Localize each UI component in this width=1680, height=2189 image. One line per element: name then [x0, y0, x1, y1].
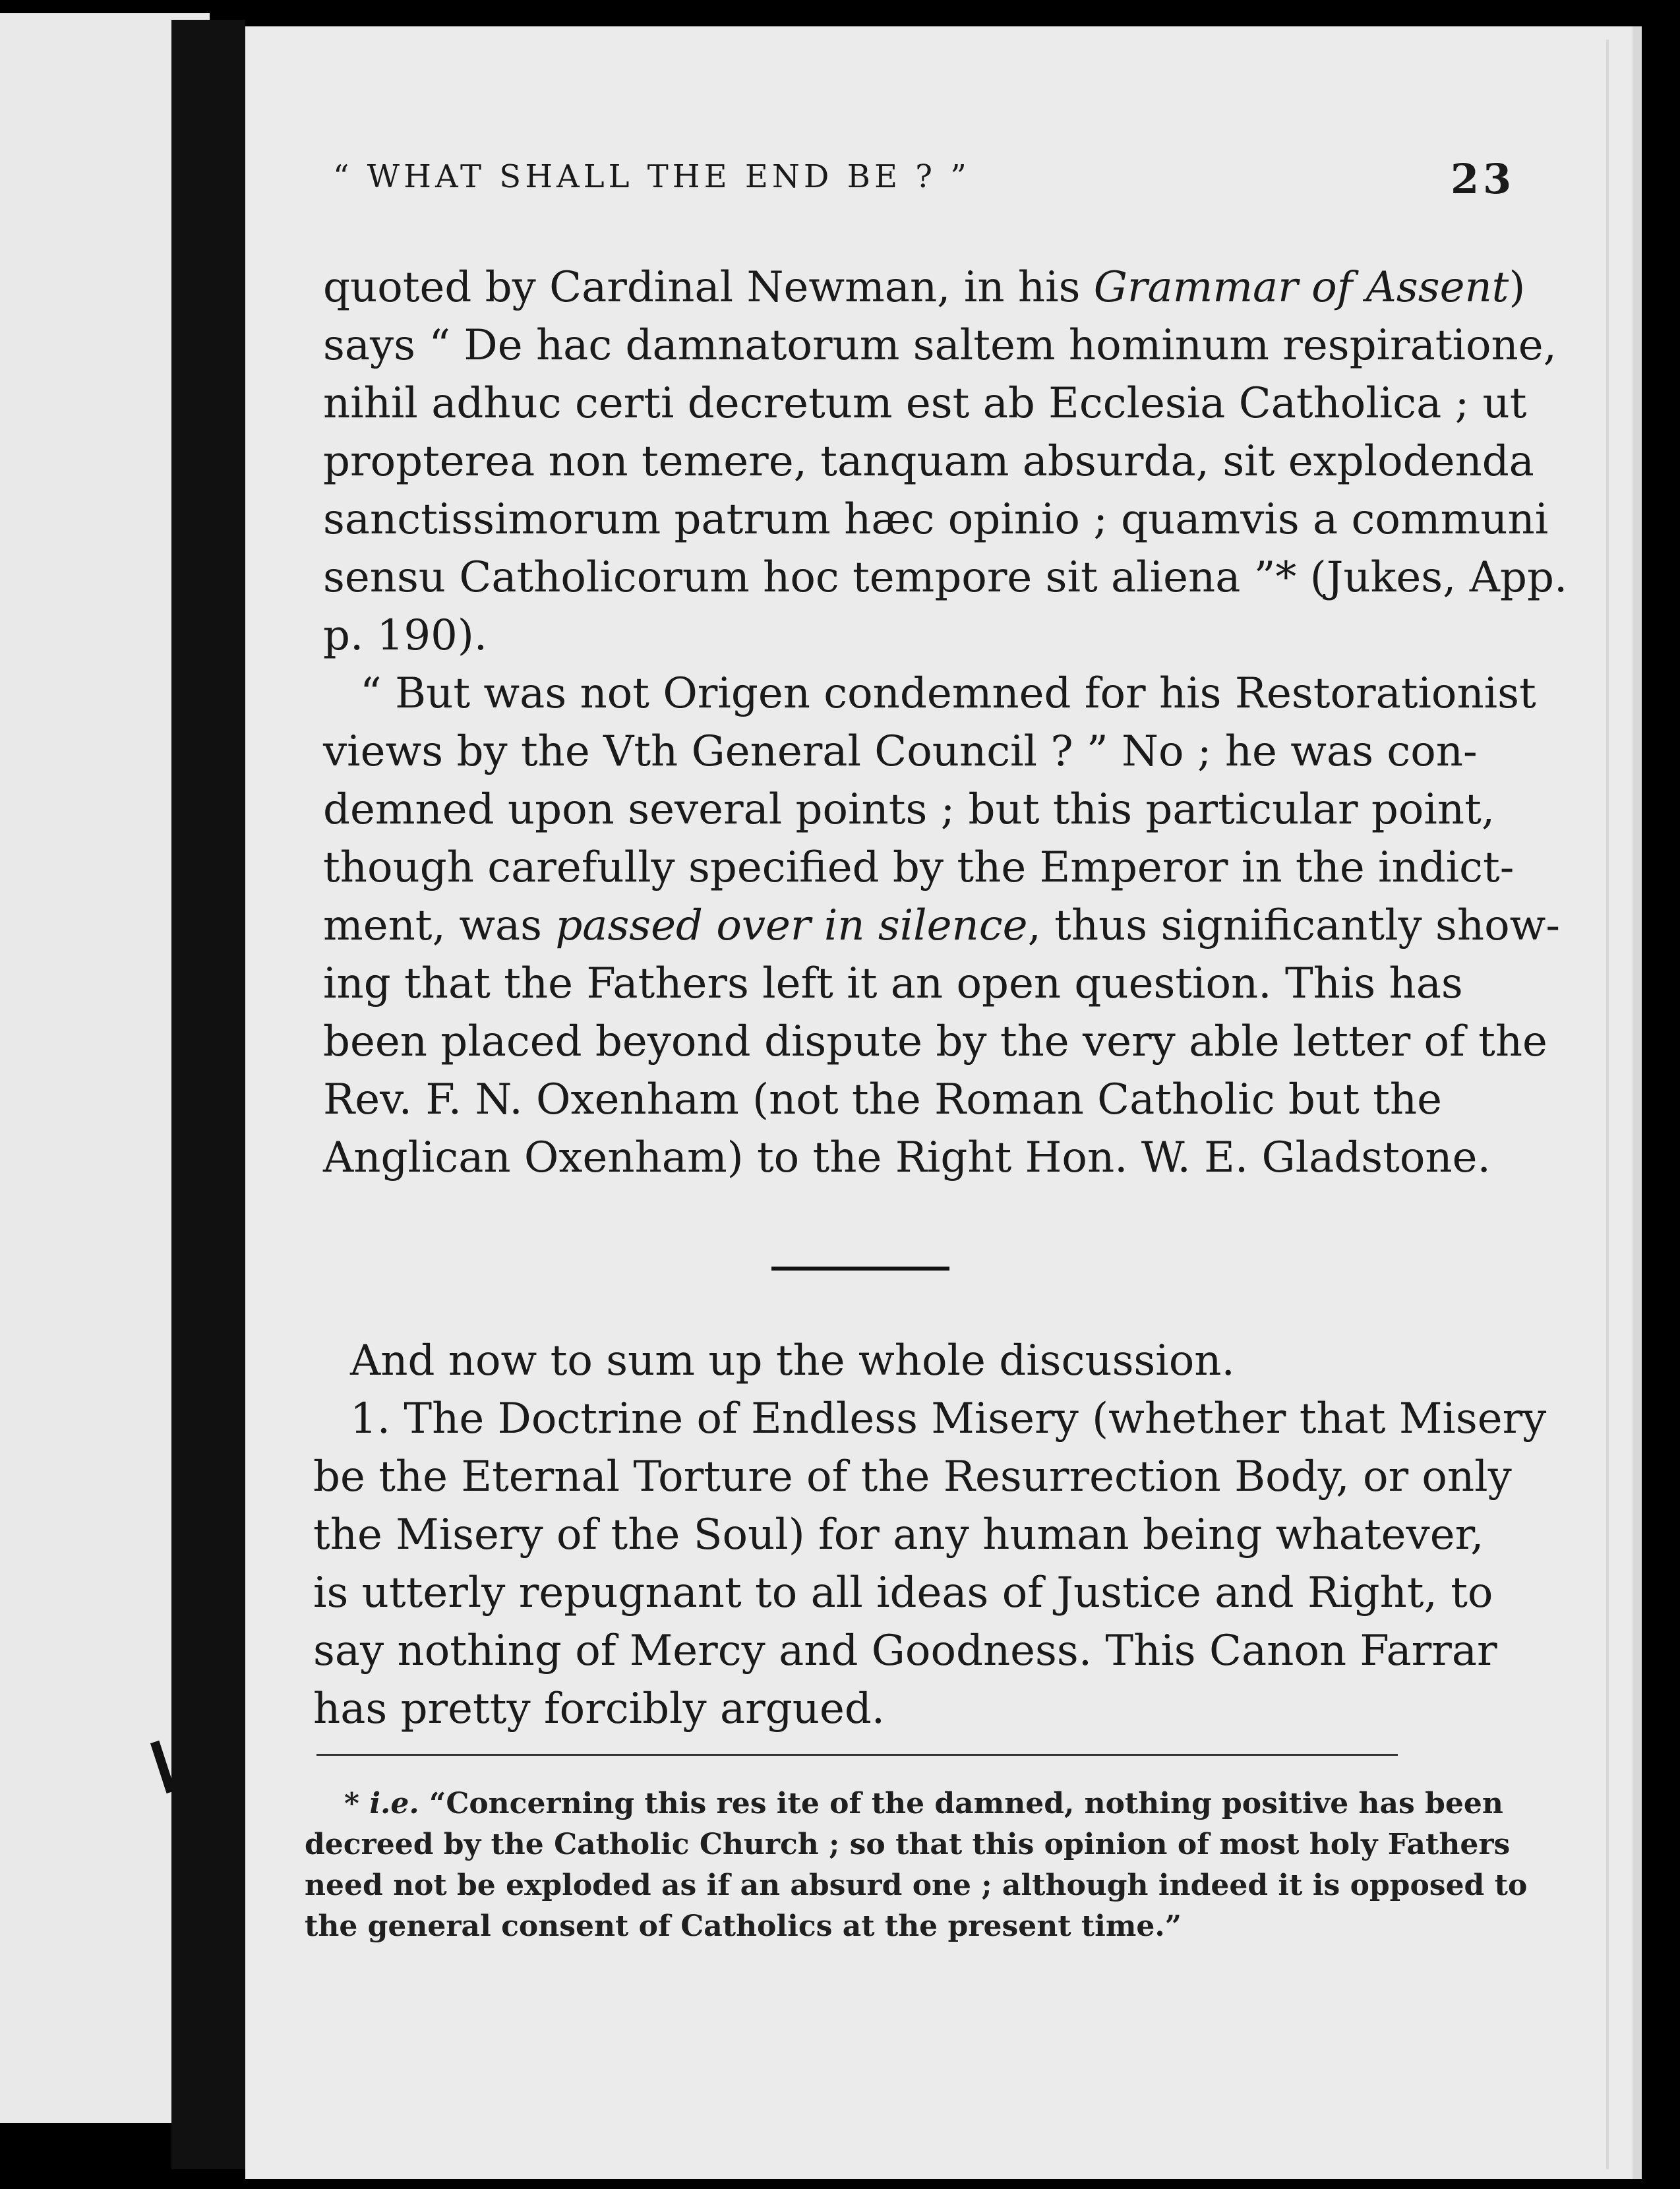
- left-fragment: [0, 186, 83, 243]
- text-line: ment, was passed over in silence, thus significantly show-: [323, 901, 1561, 950]
- text-line: is utterly repugnant to all ideas of Justice and Right, to: [313, 1569, 1493, 1617]
- left-fragment: [0, 1166, 83, 1223]
- text-line: the Misery of the Soul) for any human being whatever,: [313, 1511, 1484, 1559]
- text-line: views by the Vth General Council ? ” No ; he was con-: [323, 727, 1478, 776]
- left-fragment: [0, 1569, 83, 1627]
- text-line: demned upon several points ; but this particular point,: [323, 785, 1495, 834]
- text-line: p. 190).: [323, 611, 488, 660]
- left-fragment: [0, 993, 83, 1050]
- footnote: [305, 1784, 1528, 1947]
- page-edge-line: [1606, 40, 1609, 2169]
- left-fragment: [0, 589, 83, 647]
- left-fragment: [0, 1281, 83, 1338]
- running-title: “ WHAT SHALL THE END BE ? ”: [333, 158, 971, 195]
- left-fragment: [0, 1396, 83, 1454]
- left-fragment: [0, 762, 83, 820]
- footnote-line: * i.e. “Concerning this res ite of the damned, nothing positive has been: [344, 1787, 1503, 1820]
- left-fragment: [0, 417, 83, 474]
- left-fragment: [0, 647, 83, 704]
- left-fragment: [0, 1454, 83, 1511]
- summary-intro-line: And now to sum up the whole discussion.: [350, 1336, 1235, 1385]
- left-fragment: [0, 71, 83, 128]
- text-line: ing that the Fathers left it an open question. This has: [323, 959, 1463, 1008]
- left-fragment: [0, 244, 83, 301]
- left-fragment: [0, 1512, 83, 1569]
- left-fragment: [0, 1224, 83, 1281]
- text-line: has pretty forcibly argued.: [313, 1685, 885, 1733]
- left-fragment: [0, 1050, 83, 1108]
- book-gutter-shadow: [171, 20, 245, 2169]
- text-line: nihil adhuc certi decretum est ab Ecclesia Catholica ; ut: [323, 379, 1527, 428]
- page-edge-right: [1633, 26, 1642, 2179]
- left-fragment: [0, 820, 83, 878]
- text-line: sensu Catholicorum hoc tempore sit aliena ”* (Jukes, App.: [323, 553, 1568, 602]
- paragraph-start-line: “ But was not Origen condemned for his Restorationist: [360, 669, 1536, 718]
- numbered-point-line: 1. The Doctrine of Endless Misery (whether that Misery: [350, 1394, 1547, 1443]
- left-fragment: [0, 474, 83, 531]
- left-fragment: [0, 705, 83, 762]
- text-line: sanctissimorum patrum hæc opinio ; quamvis a communi: [323, 495, 1549, 544]
- text-line: Anglican Oxenham) to the Right Hon. W. E. Gladstone.: [323, 1133, 1491, 1182]
- text-line: says “ De hac damnatorum saltem hominum respiratione,: [323, 321, 1557, 370]
- text-line: though carefully specified by the Emperor in the indict-: [323, 843, 1515, 892]
- left-fragment: [0, 359, 83, 416]
- text-line: quoted by Cardinal Newman, in his Grammar of Assent: [323, 263, 1509, 312]
- text-line: be the Eternal Torture of the Resurrection Body, or only: [313, 1453, 1512, 1501]
- text-line: been placed beyond dispute by the very able letter of the: [323, 1017, 1547, 1066]
- left-page-text-fragments: [0, 13, 83, 1685]
- section-divider-rule: [771, 1267, 949, 1271]
- left-fragment: [0, 1338, 83, 1396]
- footnote-line: the general consent of Catholics at the present time.”: [305, 1909, 1182, 1943]
- page-number: 23: [1451, 155, 1516, 203]
- body-text-block-b: [313, 1332, 1547, 1738]
- left-fragment: [0, 1627, 83, 1684]
- left-fragment: [0, 936, 83, 993]
- left-fragment: [0, 878, 83, 935]
- body-text-block-a: [323, 258, 1568, 1187]
- left-fragment: [0, 301, 83, 359]
- left-fragment: [0, 1108, 83, 1166]
- left-fragment: [0, 129, 83, 186]
- left-fragment: [0, 13, 83, 71]
- footnote-line: decreed by the Catholic Church ; so that this opinion of most holy Fathers: [305, 1828, 1511, 1861]
- text-line: Rev. F. N. Oxenham (not the Roman Catholic but the: [323, 1075, 1442, 1124]
- text-line: propterea non temere, tanquam absurda, sit explodenda: [323, 437, 1534, 486]
- text-line: say nothing of Mercy and Goodness. This Canon Farrar: [313, 1627, 1497, 1675]
- footnote-rule: [316, 1754, 1398, 1756]
- footnote-line: need not be exploded as if an absurd one ; although indeed it is opposed to: [305, 1869, 1528, 1902]
- left-fragment: [0, 532, 83, 589]
